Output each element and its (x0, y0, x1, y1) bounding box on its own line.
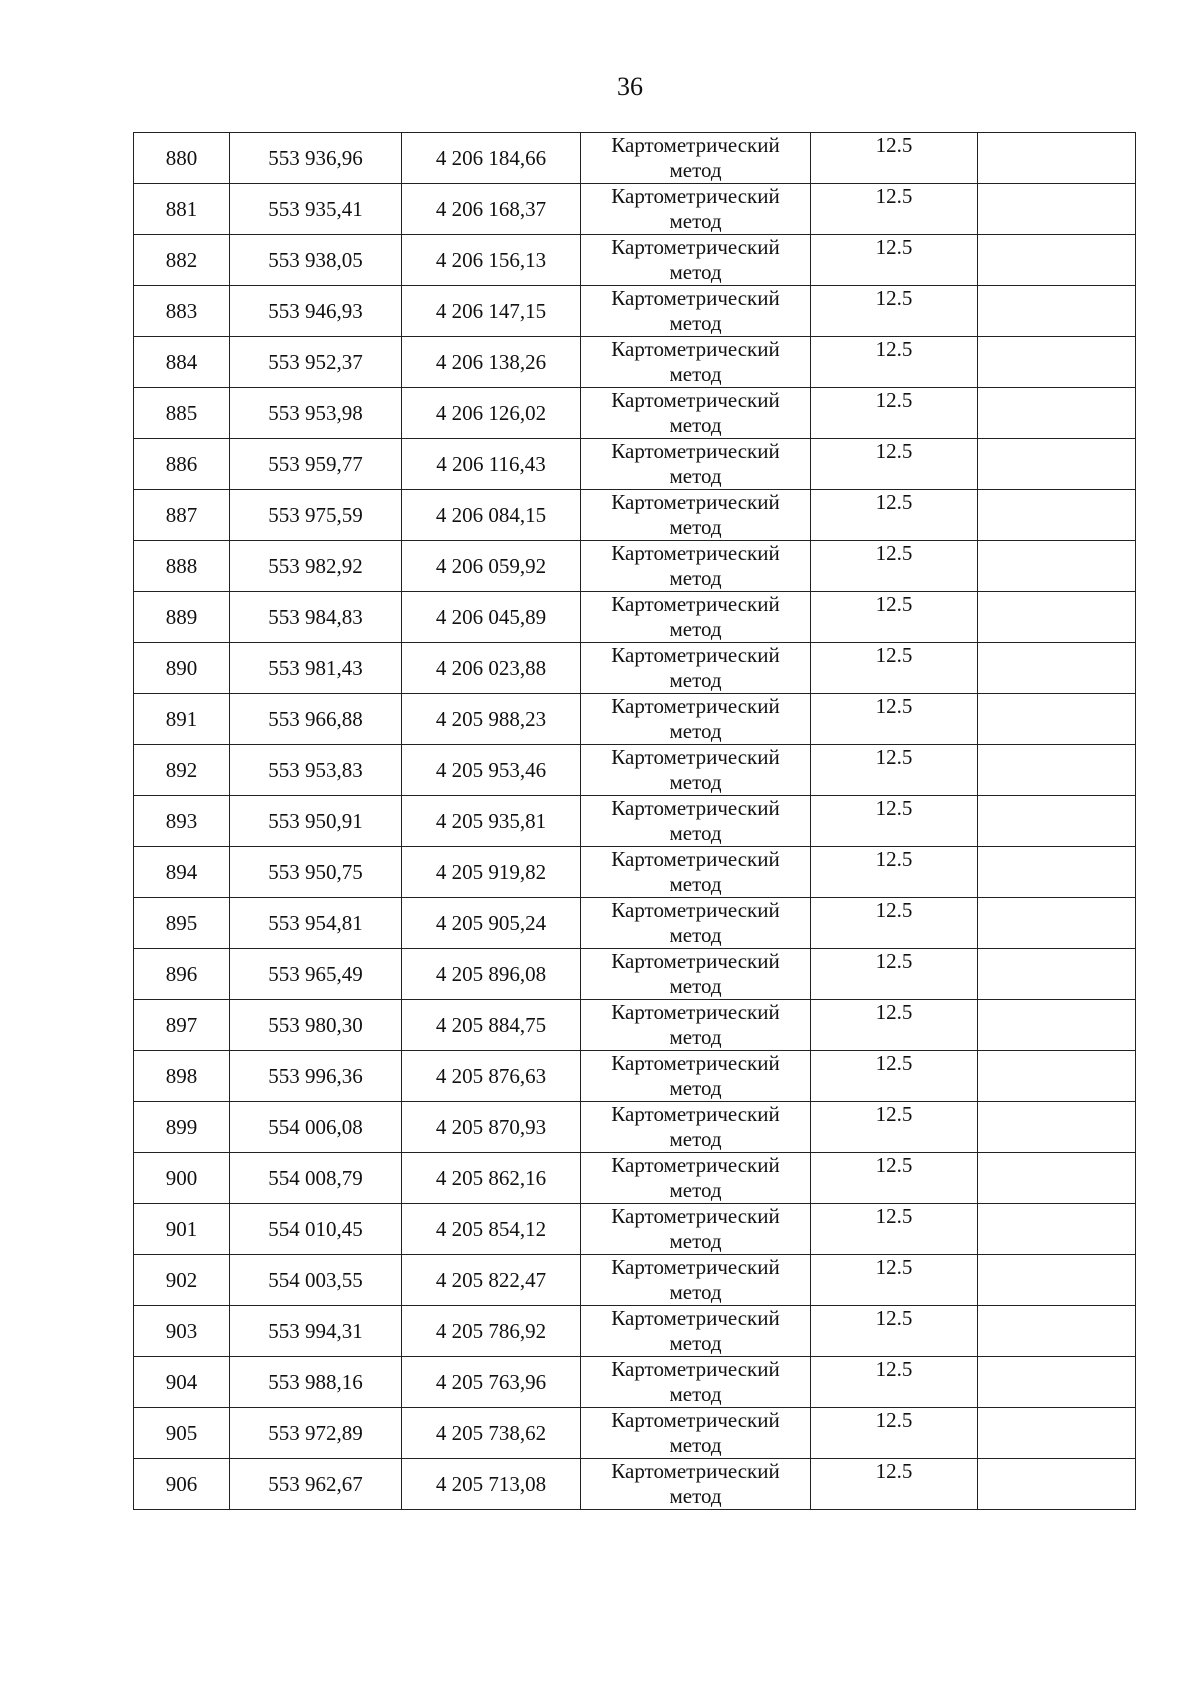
method-line-1: Картометрический (611, 286, 780, 310)
point-number-cell: 898 (134, 1051, 230, 1102)
note-cell (978, 1306, 1136, 1357)
method-line-2: метод (669, 719, 722, 743)
note-cell (978, 388, 1136, 439)
x-coordinate-cell: 553 981,43 (230, 643, 402, 694)
note-cell (978, 490, 1136, 541)
method-line-1: Картометрический (611, 1102, 780, 1126)
point-number-cell: 897 (134, 1000, 230, 1051)
x-coordinate-cell: 553 953,83 (230, 745, 402, 796)
method-line-2: метод (669, 1025, 722, 1049)
note-cell (978, 745, 1136, 796)
x-coordinate-cell: 553 994,31 (230, 1306, 402, 1357)
method-cell (581, 235, 811, 286)
note-cell (978, 1051, 1136, 1102)
table-row (134, 1408, 1136, 1459)
point-number-cell: 902 (134, 1255, 230, 1306)
accuracy-cell: 12.5 (811, 1204, 978, 1255)
point-number-cell: 886 (134, 439, 230, 490)
method-cell (581, 286, 811, 337)
x-coordinate-cell: 554 008,79 (230, 1153, 402, 1204)
table-row (134, 643, 1136, 694)
method-line-1: Картометрический (611, 388, 780, 412)
point-number-cell: 895 (134, 898, 230, 949)
method-line-1: Картометрический (611, 184, 780, 208)
note-cell (978, 1204, 1136, 1255)
y-coordinate-cell: 4 206 059,92 (402, 541, 581, 592)
accuracy-cell: 12.5 (811, 745, 978, 796)
note-cell (978, 949, 1136, 1000)
y-coordinate-cell: 4 205 884,75 (402, 1000, 581, 1051)
table-row (134, 1357, 1136, 1408)
table-row (134, 1255, 1136, 1306)
point-number-cell: 883 (134, 286, 230, 337)
note-cell (978, 1153, 1136, 1204)
y-coordinate-cell: 4 206 184,66 (402, 133, 581, 184)
method-cell (581, 1051, 811, 1102)
x-coordinate-cell: 553 935,41 (230, 184, 402, 235)
table-row (134, 1306, 1136, 1357)
method-cell (581, 184, 811, 235)
y-coordinate-cell: 4 205 988,23 (402, 694, 581, 745)
accuracy-cell: 12.5 (811, 1408, 978, 1459)
method-cell (581, 898, 811, 949)
accuracy-cell: 12.5 (811, 1255, 978, 1306)
point-number-cell: 900 (134, 1153, 230, 1204)
accuracy-cell: 12.5 (811, 592, 978, 643)
table-row (134, 949, 1136, 1000)
accuracy-cell: 12.5 (811, 1051, 978, 1102)
method-line-1: Картометрический (611, 1153, 780, 1177)
table-row (134, 898, 1136, 949)
x-coordinate-cell: 553 972,89 (230, 1408, 402, 1459)
accuracy-cell: 12.5 (811, 949, 978, 1000)
method-line-2: метод (669, 1076, 722, 1100)
method-line-1: Картометрический (611, 541, 780, 565)
table-row (134, 1153, 1136, 1204)
y-coordinate-cell: 4 205 896,08 (402, 949, 581, 1000)
method-line-1: Картометрический (611, 337, 780, 361)
x-coordinate-cell: 553 950,75 (230, 847, 402, 898)
method-line-1: Картометрический (611, 1255, 780, 1279)
y-coordinate-cell: 4 206 116,43 (402, 439, 581, 490)
accuracy-cell: 12.5 (811, 439, 978, 490)
note-cell (978, 694, 1136, 745)
method-line-2: метод (669, 311, 722, 335)
table-row (134, 1000, 1136, 1051)
method-line-2: метод (669, 1178, 722, 1202)
table-row (134, 490, 1136, 541)
table-row (134, 388, 1136, 439)
accuracy-cell: 12.5 (811, 1153, 978, 1204)
x-coordinate-cell: 553 975,59 (230, 490, 402, 541)
accuracy-cell: 12.5 (811, 1000, 978, 1051)
point-number-cell: 892 (134, 745, 230, 796)
method-line-2: метод (669, 821, 722, 845)
note-cell (978, 1102, 1136, 1153)
method-line-2: метод (669, 260, 722, 284)
x-coordinate-cell: 553 959,77 (230, 439, 402, 490)
note-cell (978, 1255, 1136, 1306)
accuracy-cell: 12.5 (811, 1459, 978, 1510)
method-line-1: Картометрический (611, 1459, 780, 1483)
method-line-1: Картометрический (611, 1357, 780, 1381)
x-coordinate-cell: 553 980,30 (230, 1000, 402, 1051)
x-coordinate-cell: 553 938,05 (230, 235, 402, 286)
method-cell (581, 1153, 811, 1204)
accuracy-cell: 12.5 (811, 133, 978, 184)
point-number-cell: 894 (134, 847, 230, 898)
accuracy-cell: 12.5 (811, 1306, 978, 1357)
y-coordinate-cell: 4 206 084,15 (402, 490, 581, 541)
y-coordinate-cell: 4 205 935,81 (402, 796, 581, 847)
method-cell (581, 643, 811, 694)
table-row (134, 745, 1136, 796)
y-coordinate-cell: 4 205 862,16 (402, 1153, 581, 1204)
coordinates-table (133, 132, 1136, 1510)
y-coordinate-cell: 4 206 045,89 (402, 592, 581, 643)
note-cell (978, 1408, 1136, 1459)
method-cell (581, 796, 811, 847)
method-line-1: Картометрический (611, 1204, 780, 1228)
point-number-cell: 888 (134, 541, 230, 592)
accuracy-cell: 12.5 (811, 184, 978, 235)
method-line-1: Картометрический (611, 745, 780, 769)
method-line-2: метод (669, 1484, 722, 1508)
note-cell (978, 592, 1136, 643)
method-line-1: Картометрический (611, 898, 780, 922)
accuracy-cell: 12.5 (811, 847, 978, 898)
table-row (134, 694, 1136, 745)
table-row (134, 184, 1136, 235)
x-coordinate-cell: 554 010,45 (230, 1204, 402, 1255)
note-cell (978, 643, 1136, 694)
method-line-1: Картометрический (611, 643, 780, 667)
point-number-cell: 885 (134, 388, 230, 439)
accuracy-cell: 12.5 (811, 541, 978, 592)
note-cell (978, 184, 1136, 235)
note-cell (978, 847, 1136, 898)
method-line-2: метод (669, 974, 722, 998)
x-coordinate-cell: 553 966,88 (230, 694, 402, 745)
accuracy-cell: 12.5 (811, 286, 978, 337)
method-line-1: Картометрический (611, 592, 780, 616)
method-line-2: метод (669, 1331, 722, 1355)
point-number-cell: 904 (134, 1357, 230, 1408)
method-line-1: Картометрический (611, 235, 780, 259)
point-number-cell: 893 (134, 796, 230, 847)
point-number-cell: 903 (134, 1306, 230, 1357)
method-cell (581, 1255, 811, 1306)
method-line-2: метод (669, 1433, 722, 1457)
method-cell (581, 1459, 811, 1510)
y-coordinate-cell: 4 205 854,12 (402, 1204, 581, 1255)
method-line-2: метод (669, 515, 722, 539)
table-row (134, 1102, 1136, 1153)
table-row (134, 847, 1136, 898)
method-line-2: метод (669, 872, 722, 896)
y-coordinate-cell: 4 205 870,93 (402, 1102, 581, 1153)
method-line-2: метод (669, 668, 722, 692)
method-line-2: метод (669, 413, 722, 437)
method-cell (581, 1000, 811, 1051)
point-number-cell: 880 (134, 133, 230, 184)
y-coordinate-cell: 4 206 168,37 (402, 184, 581, 235)
table-row (134, 133, 1136, 184)
x-coordinate-cell: 553 962,67 (230, 1459, 402, 1510)
method-cell (581, 949, 811, 1000)
table-row (134, 796, 1136, 847)
method-line-1: Картометрический (611, 1408, 780, 1432)
method-line-2: метод (669, 362, 722, 386)
method-line-1: Картометрический (611, 1306, 780, 1330)
point-number-cell: 881 (134, 184, 230, 235)
method-line-1: Картометрический (611, 847, 780, 871)
method-cell (581, 1357, 811, 1408)
point-number-cell: 889 (134, 592, 230, 643)
table-row (134, 592, 1136, 643)
method-line-1: Картометрический (611, 694, 780, 718)
x-coordinate-cell: 554 003,55 (230, 1255, 402, 1306)
x-coordinate-cell: 553 954,81 (230, 898, 402, 949)
table-row (134, 1051, 1136, 1102)
accuracy-cell: 12.5 (811, 694, 978, 745)
y-coordinate-cell: 4 205 713,08 (402, 1459, 581, 1510)
method-cell (581, 541, 811, 592)
note-cell (978, 1000, 1136, 1051)
note-cell (978, 796, 1136, 847)
method-line-1: Картометрический (611, 1051, 780, 1075)
x-coordinate-cell: 553 996,36 (230, 1051, 402, 1102)
x-coordinate-cell: 553 952,37 (230, 337, 402, 388)
method-line-2: метод (669, 464, 722, 488)
note-cell (978, 439, 1136, 490)
method-cell (581, 337, 811, 388)
method-cell (581, 1102, 811, 1153)
y-coordinate-cell: 4 205 738,62 (402, 1408, 581, 1459)
point-number-cell: 901 (134, 1204, 230, 1255)
method-line-1: Картометрический (611, 133, 780, 157)
method-cell (581, 1306, 811, 1357)
accuracy-cell: 12.5 (811, 796, 978, 847)
table-row (134, 1459, 1136, 1510)
accuracy-cell: 12.5 (811, 1102, 978, 1153)
method-cell (581, 1204, 811, 1255)
note-cell (978, 235, 1136, 286)
method-line-1: Картометрический (611, 490, 780, 514)
method-cell (581, 490, 811, 541)
y-coordinate-cell: 4 205 953,46 (402, 745, 581, 796)
x-coordinate-cell: 553 953,98 (230, 388, 402, 439)
method-line-1: Картометрический (611, 1000, 780, 1024)
note-cell (978, 286, 1136, 337)
coordinates-table-body (134, 133, 1136, 1510)
table-row (134, 235, 1136, 286)
y-coordinate-cell: 4 205 763,96 (402, 1357, 581, 1408)
point-number-cell: 891 (134, 694, 230, 745)
x-coordinate-cell: 553 982,92 (230, 541, 402, 592)
y-coordinate-cell: 4 206 023,88 (402, 643, 581, 694)
y-coordinate-cell: 4 205 876,63 (402, 1051, 581, 1102)
point-number-cell: 887 (134, 490, 230, 541)
accuracy-cell: 12.5 (811, 337, 978, 388)
method-line-2: метод (669, 1229, 722, 1253)
method-cell (581, 439, 811, 490)
accuracy-cell: 12.5 (811, 490, 978, 541)
page-number: 36 (617, 72, 643, 101)
y-coordinate-cell: 4 205 822,47 (402, 1255, 581, 1306)
method-cell (581, 592, 811, 643)
method-line-1: Картометрический (611, 949, 780, 973)
y-coordinate-cell: 4 206 126,02 (402, 388, 581, 439)
method-line-2: метод (669, 617, 722, 641)
method-line-1: Картометрический (611, 796, 780, 820)
x-coordinate-cell: 553 936,96 (230, 133, 402, 184)
y-coordinate-cell: 4 206 138,26 (402, 337, 581, 388)
note-cell (978, 133, 1136, 184)
method-line-2: метод (669, 566, 722, 590)
table-row (134, 337, 1136, 388)
x-coordinate-cell: 553 950,91 (230, 796, 402, 847)
accuracy-cell: 12.5 (811, 898, 978, 949)
table-row (134, 286, 1136, 337)
method-cell (581, 694, 811, 745)
method-cell (581, 1408, 811, 1459)
note-cell (978, 898, 1136, 949)
x-coordinate-cell: 553 946,93 (230, 286, 402, 337)
x-coordinate-cell: 553 988,16 (230, 1357, 402, 1408)
method-cell (581, 847, 811, 898)
method-line-2: метод (669, 1127, 722, 1151)
method-cell (581, 133, 811, 184)
point-number-cell: 884 (134, 337, 230, 388)
x-coordinate-cell: 553 984,83 (230, 592, 402, 643)
method-cell (581, 388, 811, 439)
x-coordinate-cell: 554 006,08 (230, 1102, 402, 1153)
method-line-2: метод (669, 923, 722, 947)
y-coordinate-cell: 4 205 786,92 (402, 1306, 581, 1357)
y-coordinate-cell: 4 206 147,15 (402, 286, 581, 337)
point-number-cell: 906 (134, 1459, 230, 1510)
note-cell (978, 337, 1136, 388)
y-coordinate-cell: 4 206 156,13 (402, 235, 581, 286)
note-cell (978, 1357, 1136, 1408)
method-line-2: метод (669, 209, 722, 233)
x-coordinate-cell: 553 965,49 (230, 949, 402, 1000)
table-row (134, 541, 1136, 592)
method-line-2: метод (669, 770, 722, 794)
note-cell (978, 541, 1136, 592)
accuracy-cell: 12.5 (811, 388, 978, 439)
method-line-2: метод (669, 1280, 722, 1304)
y-coordinate-cell: 4 205 905,24 (402, 898, 581, 949)
table-row (134, 1204, 1136, 1255)
point-number-cell: 896 (134, 949, 230, 1000)
note-cell (978, 1459, 1136, 1510)
point-number-cell: 905 (134, 1408, 230, 1459)
y-coordinate-cell: 4 205 919,82 (402, 847, 581, 898)
point-number-cell: 899 (134, 1102, 230, 1153)
point-number-cell: 890 (134, 643, 230, 694)
table-row (134, 439, 1136, 490)
accuracy-cell: 12.5 (811, 643, 978, 694)
method-line-1: Картометрический (611, 439, 780, 463)
accuracy-cell: 12.5 (811, 1357, 978, 1408)
method-line-2: метод (669, 1382, 722, 1406)
method-cell (581, 745, 811, 796)
method-line-2: метод (669, 158, 722, 182)
accuracy-cell: 12.5 (811, 235, 978, 286)
point-number-cell: 882 (134, 235, 230, 286)
